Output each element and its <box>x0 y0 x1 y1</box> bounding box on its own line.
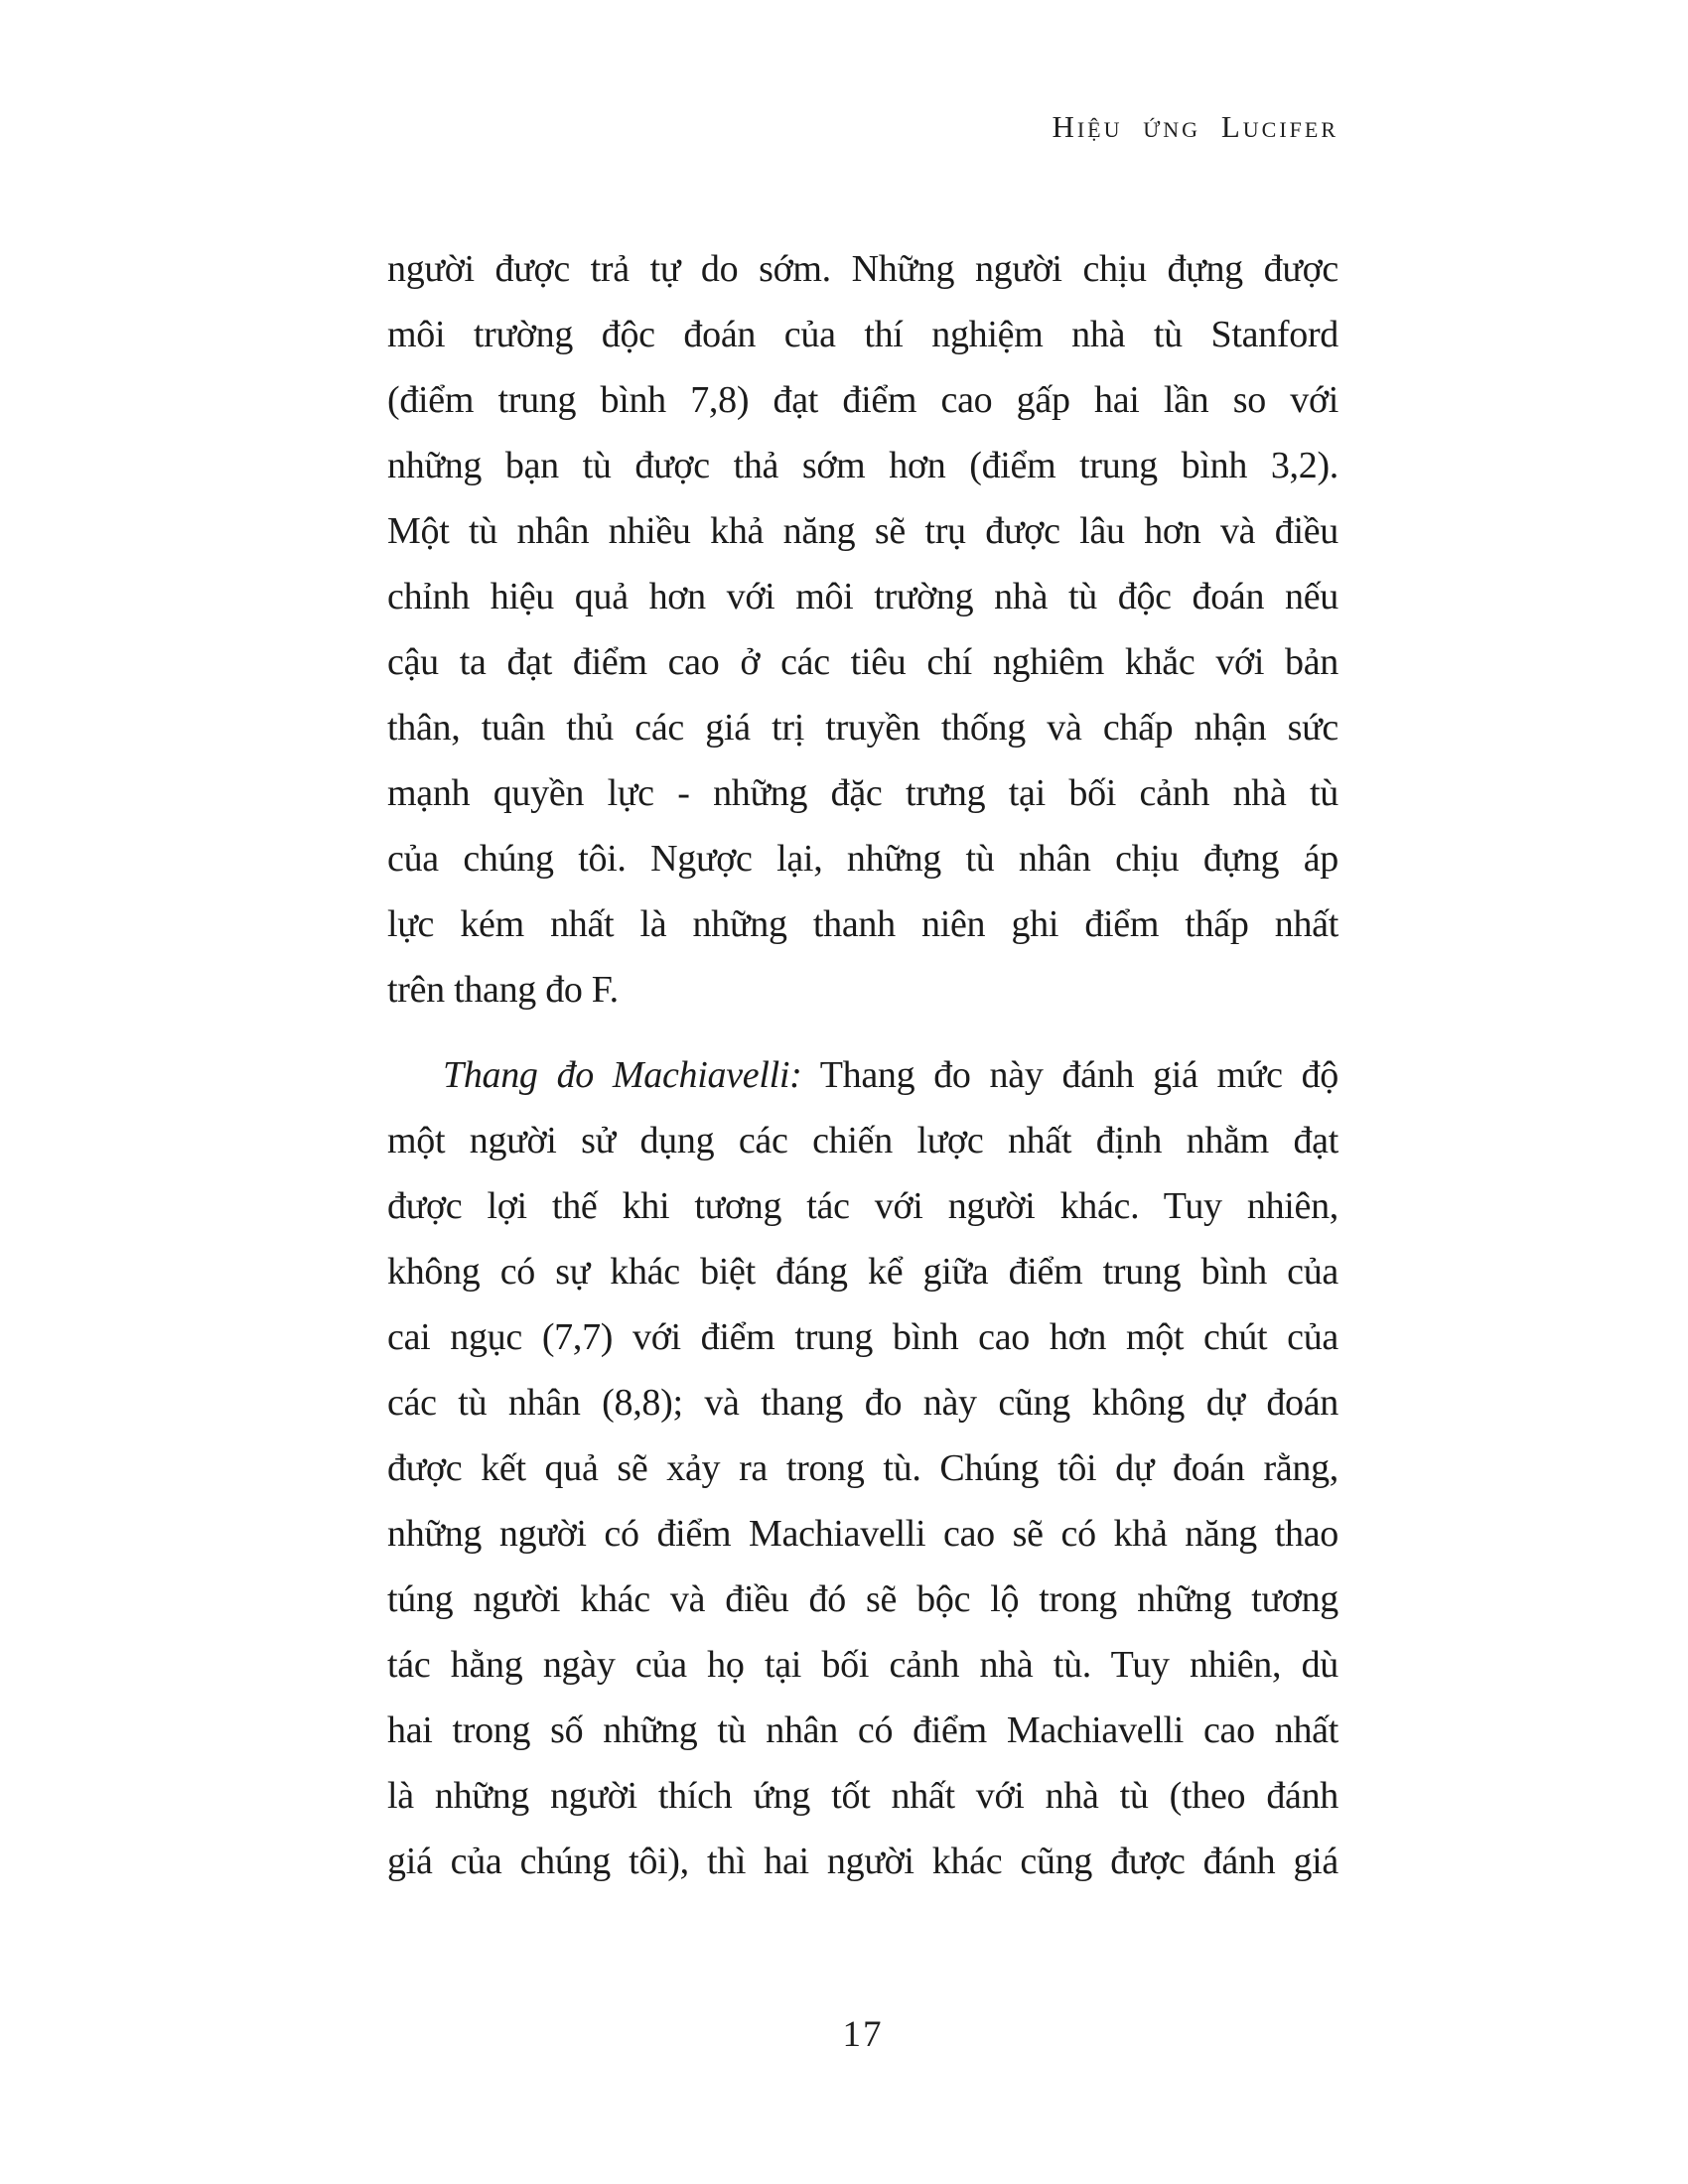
text-line <box>387 1173 1338 1239</box>
text-line <box>387 1632 1338 1698</box>
text-segment: trên thang đo F. <box>387 969 619 1011</box>
text-segment: tác hằng ngày của họ tại bối cảnh nhà tù. Tuy nhiên, dù <box>387 1644 1338 1686</box>
text-segment: của chúng tôi. Ngược lại, những tù nhân chịu đựng áp <box>387 838 1338 880</box>
text-block <box>387 236 1338 1894</box>
text-line <box>387 1567 1338 1632</box>
text-line <box>387 498 1338 564</box>
text-line <box>387 433 1338 498</box>
text-segment: hai trong số những tù nhân có điểm Machiavelli cao nhất <box>387 1709 1338 1751</box>
text-segment: chỉnh hiệu quả hơn với môi trường nhà tù độc đoán nếu <box>387 576 1338 617</box>
text-segment: cậu ta đạt điểm cao ở các tiêu chí nghiêm khắc với bản <box>387 641 1338 683</box>
text-line <box>387 760 1338 826</box>
text-segment: không có sự khác biệt đáng kể giữa điểm trung bình của <box>387 1251 1338 1293</box>
text-segment: những người có điểm Machiavelli cao sẽ có khả năng thao <box>387 1513 1338 1555</box>
text-line <box>387 1435 1338 1501</box>
text-line <box>387 1108 1338 1173</box>
text-segment: một người sử dụng các chiến lược nhất định nhằm đạt <box>387 1120 1338 1161</box>
text-segment: Một tù nhân nhiều khả năng sẽ trụ được lâu hơn và điều <box>387 510 1338 552</box>
text-line <box>387 564 1338 629</box>
text-line <box>387 629 1338 695</box>
text-segment: lực kém nhất là những thanh niên ghi điểm thấp nhất <box>387 903 1338 945</box>
text-line <box>387 957 1338 1023</box>
text-line <box>387 826 1338 891</box>
text-segment: người được trả tự do sớm. Những người chịu đựng được <box>387 248 1338 290</box>
text-line <box>387 367 1338 433</box>
text-line <box>387 302 1338 367</box>
text-line <box>387 1304 1338 1370</box>
page-number: 17 <box>842 2014 884 2055</box>
italic-text-segment: Thang đo Machiavelli: <box>443 1054 802 1096</box>
text-line <box>387 1829 1338 1894</box>
text-line <box>387 236 1338 302</box>
paragraph <box>387 236 1338 1023</box>
text-line <box>387 1698 1338 1763</box>
text-line <box>387 891 1338 957</box>
text-segment: cai ngục (7,7) với điểm trung bình cao hơn một chút của <box>387 1316 1338 1358</box>
text-segment: được kết quả sẽ xảy ra trong tù. Chúng tôi dự đoán rằng, <box>387 1447 1338 1489</box>
text-segment: môi trường độc đoán của thí nghiệm nhà tù Stanford <box>387 314 1338 355</box>
text-segment: túng người khác và điều đó sẽ bộc lộ trong những tương <box>387 1578 1338 1620</box>
text-line <box>387 1370 1338 1435</box>
text-segment: thân, tuân thủ các giá trị truyền thống và chấp nhận sức <box>387 707 1338 749</box>
running-header: Hiệu ứng Lucifer <box>1052 109 1338 144</box>
text-line <box>387 1763 1338 1829</box>
text-segment: những bạn tù được thả sớm hơn (điểm trung bình 3,2). <box>387 445 1338 486</box>
text-line <box>387 1042 1338 1108</box>
text-segment: các tù nhân (8,8); và thang đo này cũng không dự đoán <box>387 1382 1338 1424</box>
text-segment: là những người thích ứng tốt nhất với nhà tù (theo đánh <box>387 1775 1338 1817</box>
text-line <box>387 695 1338 760</box>
text-line <box>387 1239 1338 1304</box>
text-segment: được lợi thế khi tương tác với người khác. Tuy nhiên, <box>387 1185 1338 1227</box>
paragraph <box>387 1042 1338 1894</box>
text-segment: (điểm trung bình 7,8) đạt điểm cao gấp hai lần so với <box>387 379 1338 421</box>
text-line <box>387 1501 1338 1567</box>
text-segment: Thang đo này đánh giá mức độ <box>801 1054 1338 1096</box>
text-segment: mạnh quyền lực - những đặc trưng tại bối cảnh nhà tù <box>387 772 1338 814</box>
text-segment: giá của chúng tôi), thì hai người khác cũng được đánh giá <box>387 1841 1338 1882</box>
